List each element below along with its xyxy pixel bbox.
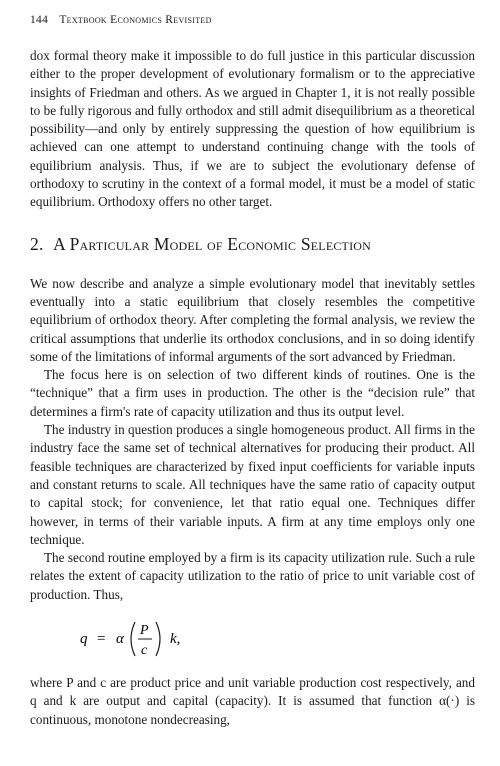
equation-func: α bbox=[116, 631, 124, 648]
running-head bbox=[30, 14, 475, 30]
left-paren-shape bbox=[131, 622, 135, 656]
page-number: 144 bbox=[30, 14, 49, 26]
paragraph-routines: The focus here is on selection of two different kinds of routines. One is the “technique” that a firm uses in production. The other is the “decision rule” that determines a firm's rate of capacity utilization and thus its output level. bbox=[30, 367, 475, 419]
paragraph-capacity-rule: The second routine employed by a firm is its capacity utilization rule. Such a rule relates the extent of capacity utilization to the ratio of price to unit variable cost of production. Thus, bbox=[30, 550, 475, 602]
equation-tail: k, bbox=[170, 631, 181, 648]
paragraph-after-equation: where P and c are product price and unit variable production cost respectively, and q and k are output and capital (capacity). It is assumed that function α(·) is continuous, monotone nondecreasing, bbox=[30, 675, 475, 727]
paragraph-continued: dox formal theory make it impossible to do full justice in this particular discussion either to the proper development of evolutionary formalism or to the appreciative insights of Friedman and others. As we argued in Chapter 1, it is not really possible to be fully rigorous and fully orthodox and still admit disequilibrium as a theoretical possibility—and only by entirely suppressing the question of how equilibrium is achieved can one attempt to understand continuing change with the tools of equilibrium analysis. Thus, if we are to subject the evolutionary defense of orthodoxy to scrutiny in the context of a formal model, it must be a model of static equilibrium. Orthodoxy offers no other target. bbox=[30, 48, 475, 210]
section-heading bbox=[30, 234, 475, 255]
right-paren-shape bbox=[156, 622, 160, 656]
section-title: A Particular Model of Economic Selection bbox=[53, 233, 372, 254]
equation-denominator: c bbox=[141, 643, 148, 659]
paragraph-industry: The industry in question produces a single homogeneous product. All firms in the industry face the same set of technical alternatives for producing their product. All feasible techniques are characterized by fixed input coefficients for variable inputs and constant returns to scale. All techniques have the same ratio of capacity output to capital stock; for convenience, let that ratio equal one. Techniques differ however, in terms of their variable inputs. A firm at any time employs only one technique. bbox=[30, 422, 475, 547]
section-number: 2. bbox=[30, 233, 44, 254]
equation-lhs: q bbox=[80, 631, 88, 648]
book-title: Textbook Economics Revisited bbox=[59, 14, 212, 26]
equation-numerator: P bbox=[140, 623, 149, 639]
equation-equals: = bbox=[97, 631, 106, 648]
equation bbox=[30, 610, 475, 668]
page bbox=[30, 14, 475, 729]
paragraph-intro: We now describe and analyze a simple evolutionary model that inevitably settles eventually into a static equilibrium that closely resembles the competitive equilibrium of orthodox theory. After completing the formal analysis, we review the critical assumptions that underlie its orthodox conclusions, and in so doing identify some of the limitations of informal arguments of the sort advanced by Friedman. bbox=[30, 275, 475, 364]
equation-svg bbox=[80, 610, 280, 668]
